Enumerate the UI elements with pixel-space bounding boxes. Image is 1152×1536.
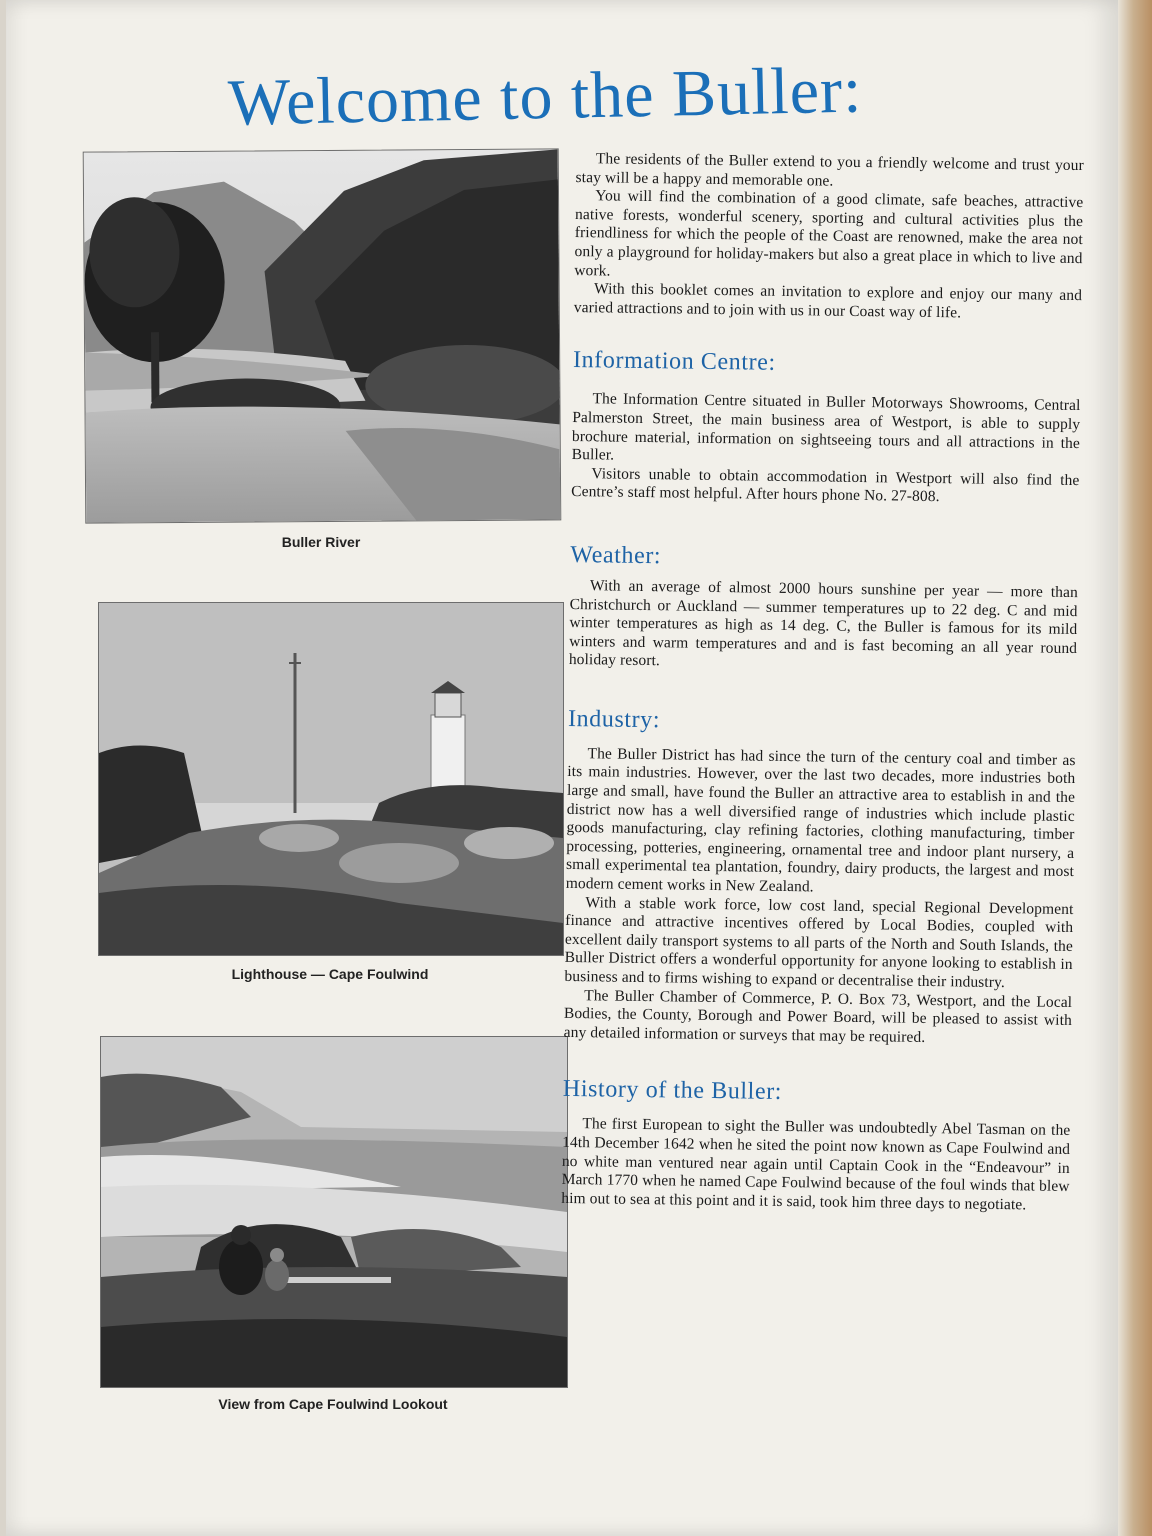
section-heading: Industry: xyxy=(567,705,661,734)
article-text-column xyxy=(561,150,1084,1215)
section-history xyxy=(561,1076,1071,1215)
photo-caption-lighthouse: Lighthouse — Cape Foulwind xyxy=(231,966,429,982)
section-weather xyxy=(569,542,1079,677)
section-heading: History of the Buller: xyxy=(562,1076,783,1106)
section-paragraph: The Information Centre situated in Buller Motorways Showrooms, Central Palmerston Street, the main business area of Westport, is able to supply brochure material, information on sightseeing tours and all attractions in the Buller. xyxy=(571,390,1081,464)
lighthouse-photo xyxy=(98,602,564,956)
coastal-lookout-photo xyxy=(101,1037,567,1387)
page-title: Welcome to the Buller: xyxy=(227,53,864,140)
section-paragraph: The Buller District has had since the turn of the century coal and timber as its main industries. However, over the last two decades, more industries both large and small, have found the Buller an attractive area to establish in and the district now has a well diversified range of industries which include plastic goods manufacturing, clay refining factories, clothing manufacturing, timber processing, potteries, engineering, ornamental tree and indoor plant nursery, a small experimental tea plantation, foundry, dairy products, the largest and most modern cement works in New Zealand. xyxy=(565,745,1076,896)
cape-foulwind-lookout-photo xyxy=(100,1036,568,1388)
photo-caption-lookout: View from Cape Foulwind Lookout xyxy=(218,1396,448,1412)
section-paragraph: With an average of almost 2000 hours sunshine per year — more than Christchurch or Auckland — summer temperatures up to 22 deg. C and mid winter temperatures as high as 14 deg. C, the Buller is famous for its mild winters and warm temperatures and and is fast becoming an all year round holiday resort. xyxy=(568,577,1078,670)
booklet-page xyxy=(6,0,1118,1536)
section-heading: Information Centre: xyxy=(572,347,776,377)
booklet-spine xyxy=(1118,0,1152,1536)
section-paragraph: The Buller Chamber of Commerce, P. O. Box 73, Westport, and the Local Bodies, the County, Borough and Power Board, will be pleased to assist with any detailed information or surveys that may be required. xyxy=(563,986,1073,1046)
intro-section xyxy=(574,150,1084,324)
section-paragraph: Visitors unable to obtain accommodation in Westport will also find the Centre’s staff most helpful. After hours phone No. 27-808. xyxy=(571,464,1080,506)
buller-river-photo xyxy=(83,148,562,523)
section-industry xyxy=(564,706,1077,1050)
intro-paragraph: You will find the combination of a good climate, safe beaches, attractive native forests, wonderful scenery, sporting and cultural activities plus the friendliness for which the people of the Coast are renowned, make the area not only a playground for holiday-makers but also a great place in which to live and work. xyxy=(574,187,1084,280)
intro-paragraph: The residents of the Buller extend to you a friendly welcome and trust your stay will be a happy and memorable one. xyxy=(575,150,1084,190)
section-paragraph: The first European to sight the Buller was undoubtedly Abel Tasman on the 14th December 1642 when he sited the point now known as Cape Foulwind and no white man ventured near again until Captain Cook in the “Endeavour” in March 1770 when he named Cape Foulwind because of the foul winds that blew him out to sea at this point and it is said, took him three days to negotiate. xyxy=(561,1115,1071,1214)
photo-caption-buller-river: Buller River xyxy=(281,534,361,550)
section-paragraph: With a stable work force, low cost land, special Regional Development finance and attractive incentives offered by Local Bodies, coupled with excellent daily transport systems to all parts of the North and South Islands, the Buller District offers a wonderful opportunity for anyone looking to establish in business and to firms wishing to expand or decentralise their industry. xyxy=(564,893,1074,992)
intro-paragraph: With this booklet comes an invitation to explore and enjoy our many and varied attractions and to join with us in our Coast way of life. xyxy=(573,280,1083,322)
lighthouse-photo-image xyxy=(99,603,563,955)
river-landscape-photo xyxy=(84,149,561,522)
section-information-centre xyxy=(571,347,1081,509)
section-heading: Weather: xyxy=(570,541,662,570)
